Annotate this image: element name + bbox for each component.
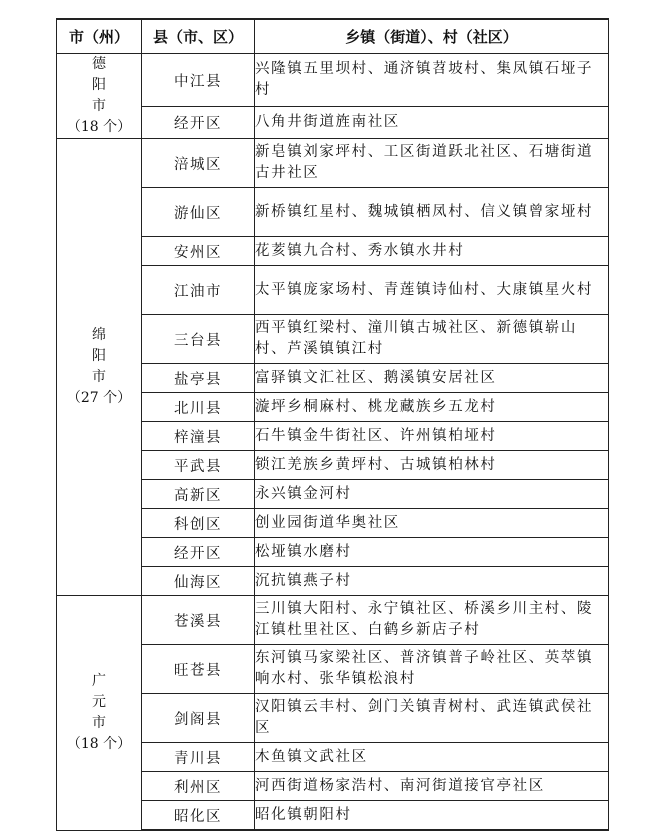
town-cell: 太平镇庞家场村、青莲镇诗仙村、大康镇星火村	[255, 266, 609, 315]
county-cell: 三台县	[142, 315, 255, 364]
county-cell: 剑阁县	[142, 694, 255, 743]
county-cell: 平武县	[142, 451, 255, 480]
town-cell: 花荄镇九合村、秀水镇水井村	[255, 237, 609, 266]
town-cell: 昭化镇朝阳村	[255, 801, 609, 831]
town-cell: 河西街道杨家浩村、南河街道接官亭社区	[255, 772, 609, 801]
town-cell: 锁江羌族乡黄坪村、古城镇柏林村	[255, 451, 609, 480]
table-row	[57, 139, 609, 188]
table-row	[57, 596, 609, 645]
town-cell: 东河镇马家梁社区、普济镇普子岭社区、英萃镇响水村、张华镇松浪村	[255, 645, 609, 694]
city-name: 德 阳 市	[92, 56, 106, 114]
town-cell: 三川镇大阳村、永宁镇社区、桥溪乡川主村、陵江镇杜里社区、白鹤乡新店子村	[255, 596, 609, 645]
town-cell: 汉阳镇云丰村、剑门关镇青树村、武连镇武侯社区	[255, 694, 609, 743]
county-cell: 青川县	[142, 743, 255, 772]
town-cell: 富驿镇文汇社区、鹅溪镇安居社区	[255, 364, 609, 393]
town-cell: 松垭镇水磨村	[255, 538, 609, 567]
town-cell: 沉抗镇燕子村	[255, 567, 609, 596]
city-cell-mianyang	[57, 139, 142, 596]
county-cell: 游仙区	[142, 188, 255, 237]
table-row	[57, 54, 609, 107]
county-cell: 科创区	[142, 509, 255, 538]
city-cell-deyang	[57, 54, 142, 139]
town-cell: 新桥镇红星村、魏城镇栖凤村、信义镇曾家垭村	[255, 188, 609, 237]
city-count: （18 个）	[66, 119, 132, 135]
county-cell: 北川县	[142, 393, 255, 422]
town-cell: 永兴镇金河村	[255, 480, 609, 509]
town-cell: 兴隆镇五里坝村、通济镇苕坡村、集凤镇石垭子村	[255, 54, 609, 107]
town-cell: 西平镇红梁村、潼川镇古城社区、新德镇崭山村、芦溪镇镇江村	[255, 315, 609, 364]
county-cell: 仙海区	[142, 567, 255, 596]
county-cell: 昭化区	[142, 801, 255, 831]
county-cell: 旺苍县	[142, 645, 255, 694]
town-cell: 创业园街道华奥社区	[255, 509, 609, 538]
town-cell: 漩坪乡桐麻村、桃龙藏族乡五龙村	[255, 393, 609, 422]
city-cell-guangyuan	[57, 596, 142, 831]
header-city: 市（州）	[57, 19, 142, 54]
county-cell: 利州区	[142, 772, 255, 801]
county-cell: 江油市	[142, 266, 255, 315]
county-cell: 梓潼县	[142, 422, 255, 451]
header-town: 乡镇（街道）、村（社区）	[255, 19, 609, 54]
county-cell: 安州区	[142, 237, 255, 266]
county-cell: 盐亭县	[142, 364, 255, 393]
county-cell: 苍溪县	[142, 596, 255, 645]
town-cell: 新皂镇刘家坪村、工区街道跃北社区、石塘街道古井社区	[255, 139, 609, 188]
city-count: （18 个）	[66, 735, 132, 752]
city-name: 绵 阳 市	[92, 327, 106, 385]
village-table	[56, 18, 609, 831]
county-cell: 涪城区	[142, 139, 255, 188]
town-cell: 木鱼镇文武社区	[255, 743, 609, 772]
county-cell: 经开区	[142, 538, 255, 567]
county-cell: 高新区	[142, 480, 255, 509]
county-cell: 中江县	[142, 54, 255, 107]
table-header-row	[57, 19, 609, 54]
town-cell: 八角井街道旌南社区	[255, 107, 609, 139]
header-county: 县（市、区）	[142, 19, 255, 54]
county-cell: 经开区	[142, 107, 255, 139]
town-cell: 石牛镇金牛街社区、许州镇柏垭村	[255, 422, 609, 451]
city-name: 广 元 市	[92, 672, 106, 731]
city-count: （27 个）	[66, 390, 132, 406]
